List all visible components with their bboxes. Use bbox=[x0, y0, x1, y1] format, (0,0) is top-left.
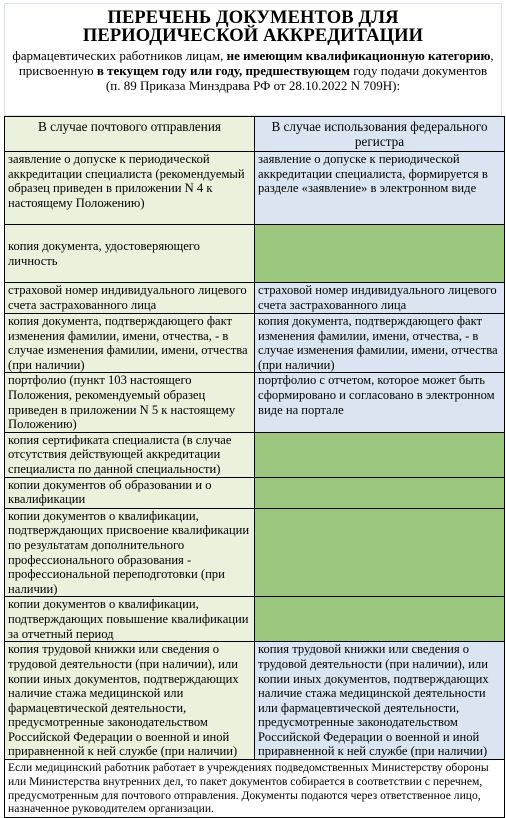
intro-bold-1: не имеющим квалификационную категорию bbox=[226, 48, 491, 63]
registry-cell-empty bbox=[255, 477, 505, 508]
column-header-registry: В случае использования федерального регистра bbox=[255, 117, 505, 152]
documents-table bbox=[4, 116, 505, 818]
footnote-row bbox=[5, 760, 505, 817]
table-header-row bbox=[5, 117, 505, 152]
postal-cell: копии документов об образовании и о квалификации bbox=[5, 477, 255, 508]
postal-cell: копия документа, удостоверяющего личность bbox=[5, 225, 255, 283]
column-header-postal: В случае почтового отправления bbox=[5, 117, 255, 152]
postal-cell: копии документов о квалификации, подтверждающих присвоение квалификации по результатам дополнительного профессионального образования - профессиональной переподготовки (при наличии) bbox=[5, 508, 255, 597]
postal-cell: портфолио (пункт 103 настоящего Положения, рекомендуемый образец приведен в приложении N 5 к настоящему Положению) bbox=[5, 373, 255, 432]
intro-text bbox=[5, 48, 501, 94]
table-row bbox=[5, 283, 505, 314]
registry-cell-empty bbox=[255, 432, 505, 477]
registry-cell: копия трудовой книжки или сведения о трудовой деятельности (при наличии), или копии иных документов, подтверждающих наличие стажа медицинской деятельности или фармацевтической деятельности, предусмотренные законодательством Российской Федерации о военной и иной приравненной к ней службе (при наличии) bbox=[255, 642, 505, 760]
table-row bbox=[5, 314, 505, 373]
postal-cell: копия трудовой книжки или сведения о трудовой деятельности (при наличии), или копии иных документов, подтверждающих наличие стажа медицинской или фармацевтической деятельности, предусмотренные законодательством Российской Федерации о военной и иной приравненной к ней службе (при наличии) bbox=[5, 642, 255, 760]
table-row bbox=[5, 508, 505, 597]
table-row bbox=[5, 597, 505, 642]
title-line-2: ПЕРИОДИЧЕСКОЙ АККРЕДИТАЦИИ bbox=[82, 26, 424, 46]
registry-cell-empty bbox=[255, 508, 505, 597]
table-row bbox=[5, 373, 505, 432]
intro-part-3: году подачи документов (п. 89 Приказа Минздрава РФ от 28.10.2022 N 709Н): bbox=[105, 63, 488, 94]
postal-cell: страховой номер индивидуального лицевого счета застрахованного лица bbox=[5, 283, 255, 314]
postal-cell: копия сертификата специалиста (в случае отсутствия действующей аккредитации специалиста по данной специальности) bbox=[5, 432, 255, 477]
intro-part-2: , присвоенную bbox=[18, 48, 494, 79]
table-row bbox=[5, 432, 505, 477]
registry-cell: копия документа, подтверждающего факт изменения фамилии, имени, отчества, - в случае изменения фамилии, имени, отчества (при наличии) bbox=[255, 314, 505, 373]
registry-cell-empty bbox=[255, 225, 505, 283]
document-header bbox=[4, 3, 502, 116]
table-row bbox=[5, 642, 505, 760]
postal-cell: копия документа, подтверждающего факт изменения фамилии, имени, отчества, - в случае изменения фамилии, имени, отчества (при наличии) bbox=[5, 314, 255, 373]
registry-cell: страховой номер индивидуального лицевого счета застрахованного лица bbox=[255, 283, 505, 314]
table-row bbox=[5, 477, 505, 508]
registry-cell-empty bbox=[255, 597, 505, 642]
intro-bold-2: в текущем году или году, предшествующем bbox=[96, 63, 351, 79]
registry-cell: заявление о допуске к периодической аккредитации специалиста, формируется в разделе «заявление» в электронном виде bbox=[255, 152, 505, 225]
table-row bbox=[5, 152, 505, 225]
intro-part-1: фармацевтических работников лицам, bbox=[12, 48, 227, 63]
title-line-1: ПЕРЕЧЕНЬ ДОКУМЕНТОВ ДЛЯ bbox=[107, 8, 399, 28]
registry-cell: портфолио с отчетом, которое может быть сформировано и согласовано в электронном виде на портале bbox=[255, 373, 505, 432]
postal-cell: копии документов о квалификации, подтверждающих повышение квалификации за отчетный период bbox=[5, 597, 255, 642]
table-row bbox=[5, 225, 505, 283]
footnote: Если медицинский работник работает в учреждениях подведомственных Министерству обороны или Министерства внутренних дел, то пакет документов собирается в соответствии с перечнем, предусмотренным для почтового отправления. Документы подаются через ответственное лицо, назначенное руководителем организации. bbox=[5, 760, 505, 817]
postal-cell: заявление о допуске к периодической аккредитации специалиста (рекомендуемый образец приведен в приложении N 4 к настоящему Положению) bbox=[5, 152, 255, 225]
